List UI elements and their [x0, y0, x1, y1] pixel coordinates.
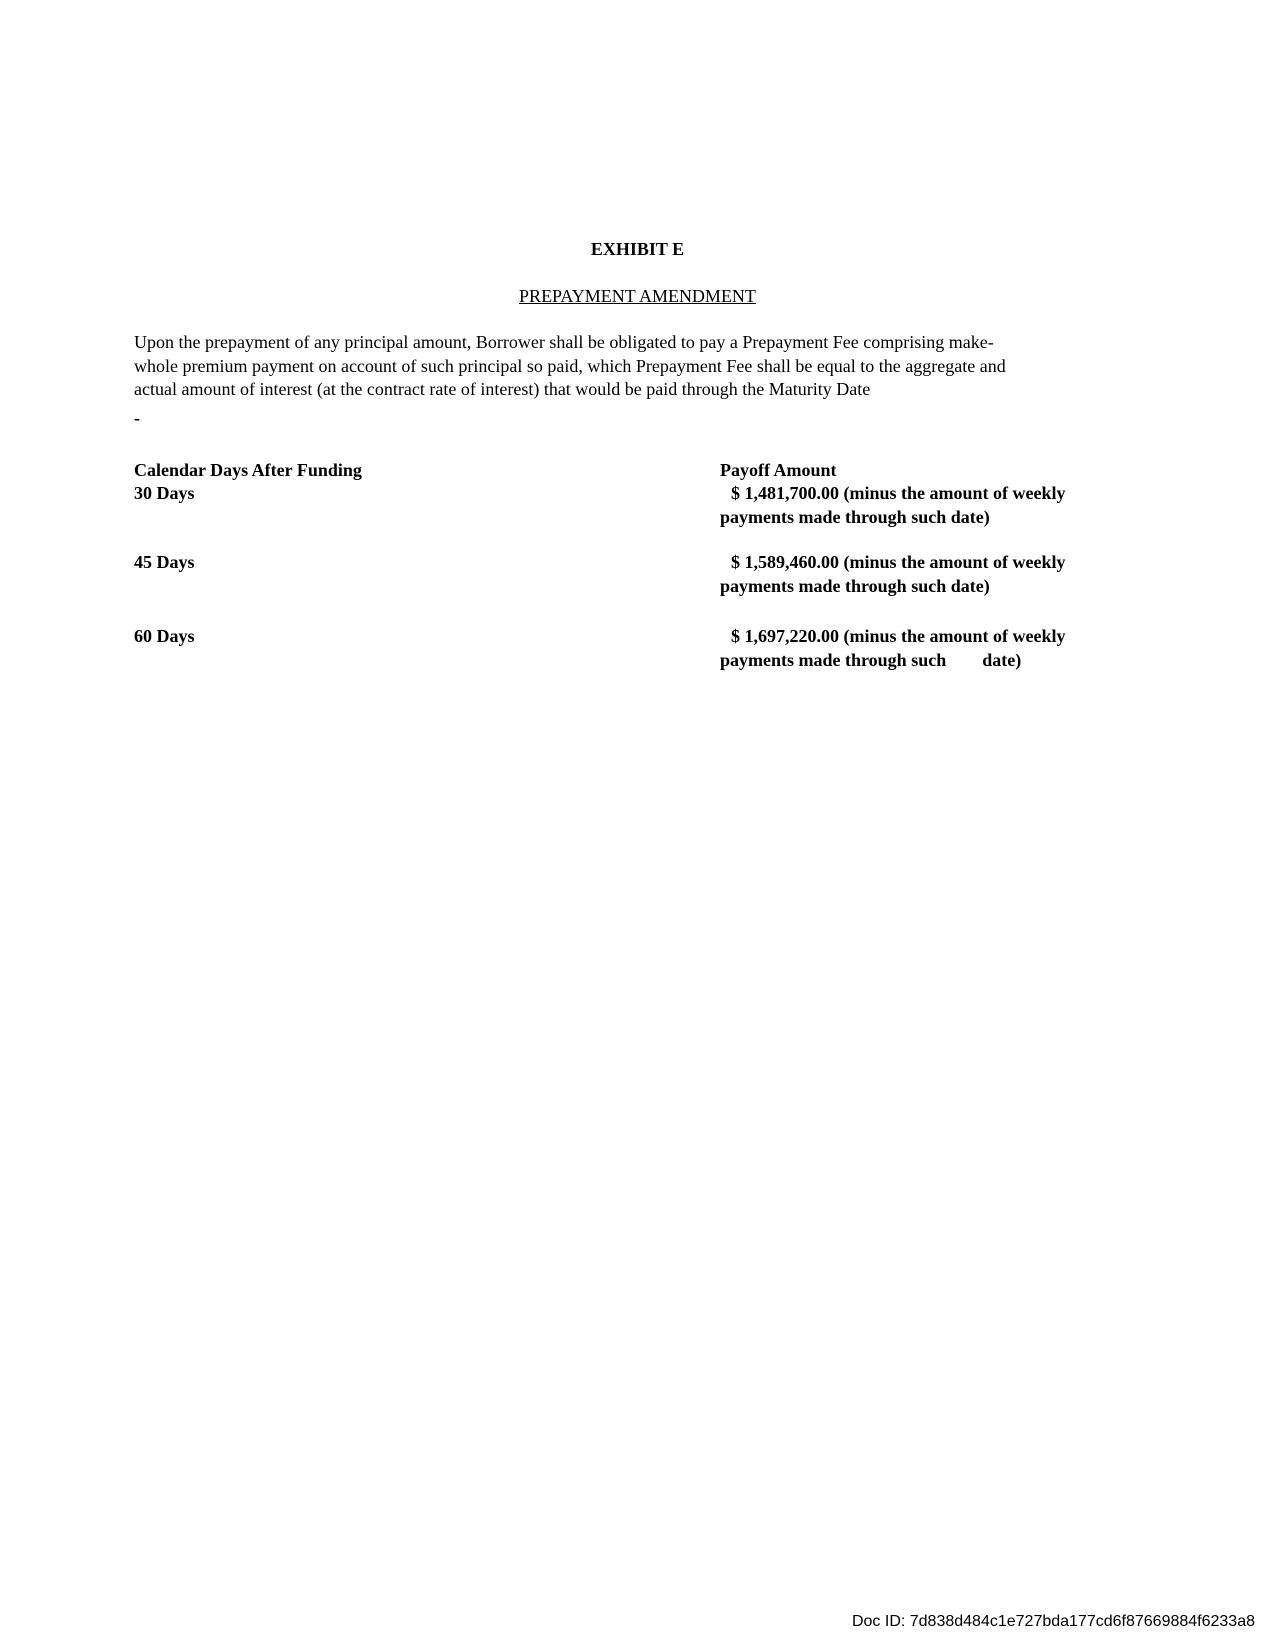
- exhibit-title: EXHIBIT E: [590, 239, 685, 259]
- header-days: Calendar Days After Funding: [134, 460, 362, 480]
- intro-line: actual amount of interest (at the contract rate of interest) that would be paid through the Maturity Date: [134, 379, 871, 399]
- intro-line: Upon the prepayment of any principal amount, Borrower shall be obligated to pay a Prepayment Fee comprising make-: [134, 332, 994, 352]
- row-days: 30 Days: [134, 483, 195, 503]
- section-title: PREPAYMENT AMENDMENT: [519, 286, 756, 306]
- header-payoff: Payoff Amount: [720, 460, 837, 480]
- row-payoff: [720, 551, 1066, 598]
- dash-mark: -: [134, 408, 140, 428]
- doc-id: Doc ID: 7d838d484c1e727bda177cd6f87669884f6233a8: [851, 1613, 1255, 1630]
- row-days: 45 Days: [134, 552, 195, 572]
- row-payoff: [720, 482, 1066, 529]
- intro-line: whole premium payment on account of such principal so paid, which Prepayment Fee shall be equal to the aggregate and: [134, 355, 1006, 376]
- payoff-note-line: payments made through such date): [720, 575, 990, 596]
- payoff-amount-line: $ 1,589,460.00 (minus the amount of weekly: [731, 552, 1066, 572]
- payoff-note-line: payments made through such date): [720, 506, 990, 527]
- row-days: 60 Days: [134, 626, 195, 646]
- intro-paragraph: [134, 331, 1144, 402]
- payoff-amount-line: $ 1,481,700.00 (minus the amount of weekly: [731, 483, 1066, 503]
- payoff-note-line: payments made through such date): [720, 649, 1022, 670]
- payoff-amount-line: $ 1,697,220.00 (minus the amount of weekly: [731, 626, 1066, 646]
- row-payoff: [720, 625, 1066, 672]
